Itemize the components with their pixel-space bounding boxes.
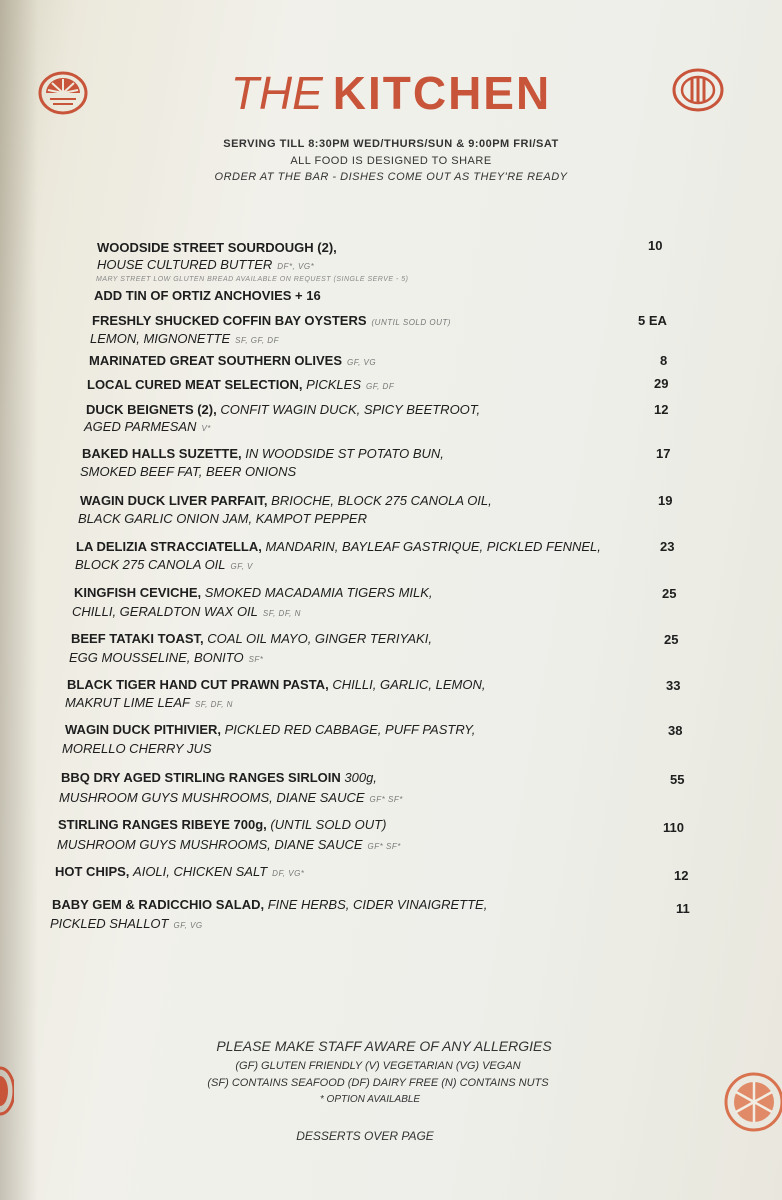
menu-item-line — [87, 377, 394, 392]
bread-note: MARY STREET LOW GLUTEN BREAD AVAILABLE ON REQUEST (SINGLE SERVE - 5) — [96, 276, 409, 283]
menu-item-description: CHILLI, GARLIC, LEMON, — [332, 677, 486, 692]
menu-item-line — [97, 240, 337, 255]
dietary-tags: SF, DF, N — [262, 609, 301, 618]
menu-item-name: DUCK BEIGNETS (2), — [86, 402, 217, 417]
menu-item-description: COAL OIL MAYO, GINGER TERIYAKI, — [207, 631, 432, 646]
menu-item-description: SMOKED MACADAMIA TIGERS MILK, — [204, 585, 433, 600]
dietary-tags: DF*, VG* — [277, 262, 315, 271]
menu-item-price: 10 — [648, 238, 663, 253]
menu-item-description: AIOLI, CHICKEN SALT — [133, 864, 268, 879]
menu-item-name: WAGIN DUCK LIVER PARFAIT, — [80, 493, 268, 508]
menu-item-line — [65, 722, 475, 737]
menu-item-line — [97, 257, 314, 272]
dietary-tags: GF, VG — [347, 358, 377, 367]
menu-item-line — [52, 897, 487, 912]
diet-legend-1: (GF) GLUTEN FRIENDLY (V) VEGETARIAN (VG) VEGAN — [235, 1060, 521, 1072]
menu-item-description: MANDARIN, BAYLEAF GASTRIQUE, PICKLED FENNEL, — [265, 539, 601, 554]
serving-hours: SERVING TILL 8:30PM WED/THURS/SUN & 9:00PM FRI/SAT — [223, 138, 559, 150]
menu-item-line — [78, 511, 367, 526]
menu-item-description: BLACK GARLIC ONION JAM, KAMPOT PEPPER — [78, 511, 367, 526]
menu-item-description: BLOCK 275 CANOLA OIL — [75, 557, 226, 572]
menu-item-line — [55, 864, 304, 879]
dietary-tags: DF, VG* — [272, 869, 305, 878]
menu-item-name: WAGIN DUCK PITHIVIER, — [65, 722, 222, 737]
menu-item-description: MUSHROOM GUYS MUSHROOMS, DIANE SAUCE — [57, 837, 363, 852]
menu-item-price: 19 — [658, 493, 673, 508]
dietary-tags: GF, V — [230, 562, 253, 571]
menu-item-line — [74, 585, 433, 600]
menu-item-description: EGG MOUSSELINE, BONITO — [69, 650, 244, 665]
menu-item-description: PICKLED SHALLOT — [50, 916, 169, 931]
menu-item-description: (UNTIL SOLD OUT) — [270, 817, 387, 832]
menu-item-price: 29 — [654, 376, 669, 391]
menu-item-description: CONFIT WAGIN DUCK, SPICY BEETROOT, — [220, 402, 481, 417]
menu-item-price: 12 — [654, 402, 669, 417]
menu-item-price: 17 — [656, 446, 671, 461]
dietary-tags: SF, GF, DF — [235, 336, 279, 345]
menu-item-line — [72, 604, 301, 619]
menu-item-price: 11 — [676, 901, 690, 916]
menu-item-name: HOT CHIPS, — [55, 864, 130, 879]
menu-item-price: 55 — [670, 772, 685, 787]
menu-item-line — [62, 741, 212, 756]
menu-item-name: LOCAL CURED MEAT SELECTION, — [87, 377, 303, 392]
share-note: ALL FOOD IS DESIGNED TO SHARE — [290, 155, 492, 167]
menu-item-price: 25 — [662, 586, 677, 601]
menu-item-price: 38 — [668, 723, 683, 738]
menu-item-description: LEMON, MIGNONETTE — [90, 331, 231, 346]
menu-item-line — [82, 446, 444, 461]
allergy-notice: PLEASE MAKE STAFF AWARE OF ANY ALLERGIES — [216, 1038, 552, 1054]
menu-item-line — [80, 464, 296, 479]
diet-legend-2: (SF) CONTAINS SEAFOOD (DF) DAIRY FREE (N) CONTAINS NUTS — [207, 1077, 549, 1089]
sun-logo-partial-icon — [0, 1066, 14, 1116]
menu-item-name: BLACK TIGER HAND CUT PRAWN PASTA, — [67, 677, 329, 692]
menu-item-description: MUSHROOM GUYS MUSHROOMS, DIANE SAUCE — [59, 790, 365, 805]
menu-item-line — [69, 650, 263, 665]
menu-item-line — [80, 493, 492, 508]
dietary-tags: (UNTIL SOLD OUT) — [371, 318, 451, 327]
dietary-tags: V* — [201, 424, 211, 433]
menu-item-price: 110 — [663, 820, 684, 835]
title-the: THE — [230, 67, 323, 119]
menu-item-description: CHILLI, GERALDTON WAX OIL — [72, 604, 258, 619]
menu-item-line — [57, 837, 401, 852]
menu-item-line — [92, 313, 451, 328]
page-title — [0, 66, 782, 120]
menu-item-line — [65, 695, 233, 710]
menu-item-line — [67, 677, 485, 692]
menu-item-name: WOODSIDE STREET SOURDOUGH (2), — [97, 240, 337, 255]
menu-item-price: 25 — [664, 632, 679, 647]
order-note: ORDER AT THE BAR - DISHES COME OUT AS THEY'RE READY — [214, 171, 568, 183]
menu-item-price: 33 — [666, 678, 681, 693]
dietary-tags: GF, DF — [366, 382, 395, 391]
menu-item-line — [71, 631, 432, 646]
option-legend: * OPTION AVAILABLE — [319, 1094, 421, 1105]
menu-item-name: FRESHLY SHUCKED COFFIN BAY OYSTERS — [92, 313, 367, 328]
menu-item-line — [59, 790, 403, 805]
menu-item-description: HOUSE CULTURED BUTTER — [97, 257, 273, 272]
menu-item-line — [84, 419, 211, 434]
menu-item-price: 12 — [674, 868, 689, 883]
menu-item-description: MAKRUT LIME LEAF — [65, 695, 190, 710]
menu-item-line — [90, 331, 279, 346]
menu-item-price: 5 EA — [638, 313, 667, 328]
menu-item-name: BEEF TATAKI TOAST, — [71, 631, 204, 646]
menu-item-name: LA DELIZIA STRACCIATELLA, — [76, 539, 262, 554]
menu-item-description: MORELLO CHERRY JUS — [62, 741, 212, 756]
menu-item-description: PICKLED RED CABBAGE, PUFF PASTRY, — [224, 722, 476, 737]
menu-item-line — [50, 916, 203, 931]
dietary-tags: GF* SF* — [369, 795, 403, 804]
menu-item-description: SMOKED BEEF FAT, BEER ONIONS — [80, 464, 297, 479]
title-kitchen: KITCHEN — [332, 67, 552, 119]
menu-item-line — [61, 770, 377, 785]
dietary-tags: SF, DF, N — [194, 700, 233, 709]
desserts-note: DESSERTS OVER PAGE — [296, 1129, 434, 1143]
menu-item-line — [75, 557, 253, 572]
menu-item-description: 300g, — [344, 770, 377, 785]
menu-item-price: 8 — [660, 353, 668, 368]
menu-item-description: PICKLES — [306, 377, 362, 392]
dietary-tags: SF* — [248, 655, 264, 664]
menu-item-description: AGED PARMESAN — [84, 419, 197, 434]
menu-item-description: BRIOCHE, BLOCK 275 CANOLA OIL, — [271, 493, 492, 508]
menu-item-line — [89, 353, 376, 368]
menu-item-name: BABY GEM & RADICCHIO SALAD, — [52, 897, 265, 912]
menu-item-line — [58, 817, 386, 832]
menu-item-name: KINGFISH CEVICHE, — [74, 585, 202, 600]
dietary-tags: GF* SF* — [367, 842, 401, 851]
menu-item-line — [86, 402, 480, 417]
menu-item-line — [76, 539, 601, 554]
menu-item-description: FINE HERBS, CIDER VINAIGRETTE, — [267, 897, 488, 912]
menu-item-price: 23 — [660, 539, 675, 554]
menu-item-addon: ADD TIN OF ORTIZ ANCHOVIES + 16 — [94, 288, 321, 303]
menu-item-name: STIRLING RANGES RIBEYE 700g, — [58, 817, 267, 832]
dietary-tags: GF, VG — [173, 921, 203, 930]
menu-item-name: BAKED HALLS SUZETTE, — [82, 446, 242, 461]
menu-item-name: MARINATED GREAT SOUTHERN OLIVES — [89, 353, 343, 368]
menu-item-description: IN WOODSIDE ST POTATO BUN, — [245, 446, 444, 461]
menu-item-name: BBQ DRY AGED STIRLING RANGES SIRLOIN — [61, 770, 341, 785]
